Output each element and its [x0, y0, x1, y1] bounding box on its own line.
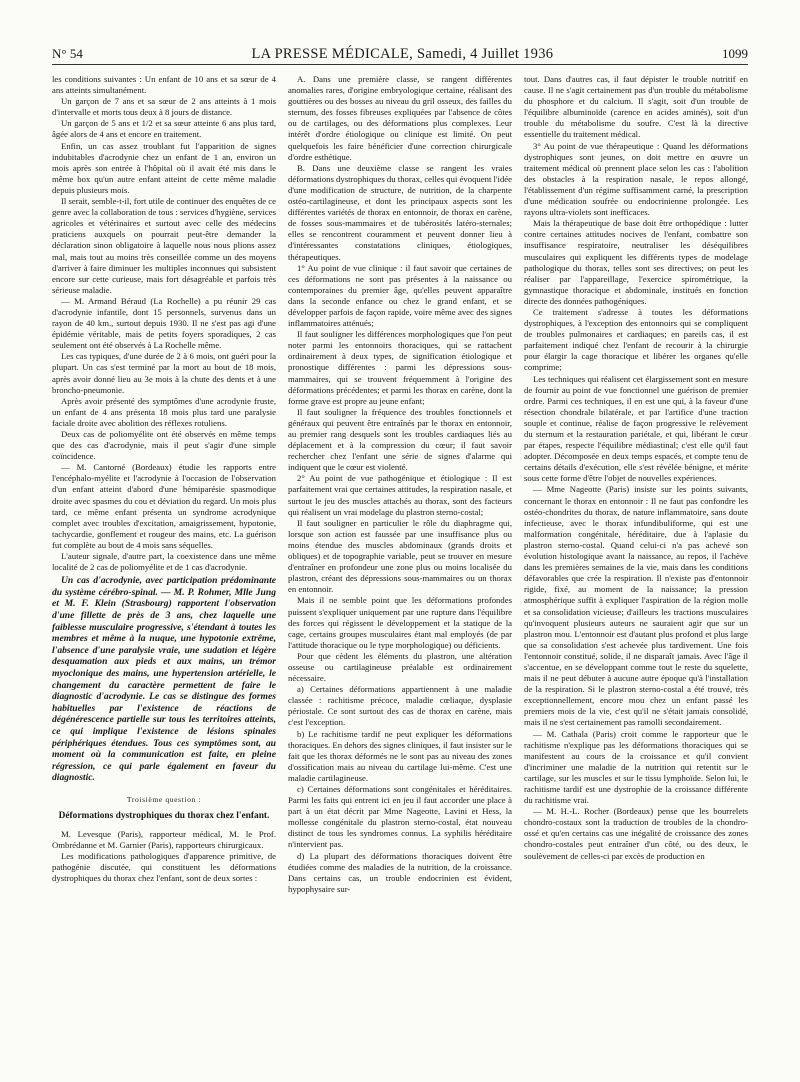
paragraph: B. Dans une deuxième classe se rangent les vraies déformations dystrophiques du thorax, celles qui évoquent l'idée d'une modification de structure, de nutrition, de la charpente ostéo-cartilagineuse, et dont les principaux aspects sont les différentes variétés de thorax en entonnoir, de thorax en carène, de fosses sous-mammaires et de tubérosités latéro-sternales; elles se rencontrent couramment et peuvent donner lieu à d'intéressantes constatations cliniques, étiologiques, thérapeutiques.	[288, 162, 512, 262]
paragraph: Il faut souligner les différences morphologiques que l'on peut noter parmi les entonnoirs thoraciques, qui se rattachent ordinairement à deux types, de signification étiologique et pronostique différentes : parmi les dépressions sous-mammaires, qui se trouvent fréquemment à l'origine des déformations précédentes; et parmi les thorax en carène, dont la forme grave est propre au jeune enfant;	[288, 329, 512, 406]
paragraph: Il faut souligner la fréquence des troubles fonctionnels et généraux qui peuvent être entraînés par le thorax en entonnoir, au premier rang desquels sont les troubles cardiaques liés au déplacement et à la compression du cœur; il faut savoir rechercher chez l'enfant une série de signes d'alarme qui indiquent que le cœur est violenté.	[288, 406, 512, 473]
paragraph: a) Certaines déformations appartiennent à une maladie classée : rachitisme précoce, maladie cœliaque, dysplasie périostale. Ce sont surtout des cas de thorax en carène, mais c'est l'exception.	[288, 684, 512, 728]
journal-title: LA PRESSE MÉDICALE, Samedi, 4 Juillet 1936	[251, 46, 554, 62]
paragraph: Enfin, un cas assez troublant fut l'apparition de signes indubitables d'acrodynie chez un enfant de 1 an, environ un mois après son entrée à l'hôpital où il avait été mis dans le même box qu'un autre enfant atteint de cette même maladie depuis plusieurs mois.	[52, 140, 276, 195]
question-title: Déformations dystrophiques du thorax chez l'enfant.	[58, 811, 270, 821]
paragraph: M. Levesque (Paris), rapporteur médical, M. le Prof. Ombrédanne et M. Garnier (Paris), rapporteurs chirurgicaux.	[52, 828, 276, 850]
paragraph: Il faut souligner en particulier le rôle du diaphragme qui, lorsque son action est faussée par une insuffisance plus ou moins étendue des muscles abdominaux (grands droits et obliques) et de topographie variable, peut se trouver en mesure d'entraîner en profondeur une zone plus ou moins localisée du plastron, créant des dépressions sous-mammaires ou un thorax en entonnoir.	[288, 517, 512, 595]
column-2	[288, 74, 512, 1074]
paragraph: 3° Au point de vue thérapeutique : Quand les déformations dystrophiques sont jeunes, on doit mettre en œuvre un traitement médical où prennent place selon les cas : l'abolition des obstacles à la respiration nasale, le repos allongé, l'établissement d'un régime suffisamment carné, la prescription d'une médication soufrée ou endocrinienne prolongée. Les rayons ultra-violets sont inefficaces.	[524, 140, 748, 218]
paragraph: Après avoir présenté des symptômes d'une acrodynie fruste, un enfant de 4 ans présenta 18 mois plus tard une paralysie faciale droite avec abolition des réflexes rotuliens.	[52, 395, 276, 428]
paragraph: 2° Au point de vue pathogénique et étiologique : Il est parfaitement vrai que certaines attitudes, la respiration nasale, et surtout le jeu des muscles attachés au thorax, sont des facteurs qui réalisent un vrai modelage du plastron sterno-costal;	[288, 473, 512, 517]
paragraph: les conditions suivantes : Un enfant de 10 ans et sa sœur de 4 ans atteints simultanément.	[52, 74, 276, 96]
paragraph: Un garçon de 7 ans et sa sœur de 2 ans atteints à 1 mois d'intervalle et morts tous deux à 8 jours de distance.	[52, 96, 276, 118]
column-3	[524, 74, 748, 1074]
question-label: Troisième question :	[126, 794, 202, 804]
column-1	[52, 74, 276, 1074]
paragraph: — Mme Nageotte (Paris) insiste sur les points suivants, concernant le thorax en entonnoir : Il ne faut pas confondre les ostéo-chondrites du thorax, de nature inflammatoire, sans doute infectieuse, avec le thorax infundibuliforme, qui est une malformation congénitale, héréditaire, due à l'aplasie du plastron sterno-costal. Quand celui-ci n'a pas achevé son évolution histologique avant la naissance, au repos, il l'achève dans les premières semaines de la vie, mais dans les conditions défavorables que crée la respiration. Il n'existe pas d'entonnoir rigide, fixé, au moment de la naissance; la pression atmosphérique suffit à expliquer l'aspiration de la région molle et sa consolidation vicieuse; d'ailleurs les tractions musculaires qu'invoquent plusieurs auteurs ne sauraient agir que sur un plastron mou. L'entonnoir est d'autant plus profond et plus large que sa consolidation s'est achevée plus tardivement. Une fois l'entonnoir constitué, solide, il ne disparaît jamais. Avec l'âge il s'accentue, en se développant comme tout le reste du squelette, mais il ne peut débuter à aucune autre époque qu'à l'installation de la respiration. Si le plastron sterno-costal a été trouvé, très exceptionnellement, encore mou chez un enfant passé les premiers mois de la vie, c'est qu'il ne s'était jamais consolidé, mais il ne s'est certainement pas ramolli secondairement.	[524, 484, 748, 728]
paragraph: Mais il ne semble point que les déformations profondes puissent s'expliquer uniquement par une rupture dans l'équilibre des forces qui régissent le développement et la statique de la cage, certains groupes musculaires étant mal employés (de par l'attitude thoracique ou le type morphologique) ou déficients.	[288, 595, 512, 650]
paragraph: Pour que cèdent les éléments du plastron, une altération osseuse ou cartilagineuse préalable est ordinairement nécessaire.	[288, 650, 512, 684]
paragraph: L'auteur signale, d'autre part, la coexistence dans une même localité de 2 cas de poliomyélite et de 1 cas d'acrodynie.	[52, 551, 276, 573]
header-rule	[52, 64, 748, 65]
paragraph: — M. Armand Béraud (La Rochelle) a pu réunir 29 cas d'acrodynie infantile, dont 15 personnels, survenus dans un rayon de 40 km., surtout depuis 1930. Il ne s'est pas agi d'une épidémie véritable, mais de petits foyers sporadiques, 2 cas seulement ont été observés à La Rochelle même.	[52, 295, 276, 351]
paragraph: Il serait, semble-t-il, fort utile de continuer des enquêtes de ce genre avec la collaboration de tous : services d'hygiène, services agricoles et vétérinaires et surtout avec celle des médecins praticiens auxquels on pourrait peut-être demander la déclaration sinon obligatoire à laquelle nous nous plions assez mal, mais tout au moins très conseillée comme un des moyens d'arriver à faire diminuer les multiples inconnues qui subsistent encore sur cette curieuse, mais fort désagréable et parfois très sérieuse maladie.	[52, 196, 276, 295]
paragraph: Ce traitement s'adresse à toutes les déformations dystrophiques, à l'exception des entonnoirs qui se compliquent de troubles pulmonaires et cardiaques; en pareils cas, il est parfaitement indiqué chez l'enfant de recourir à la chirurgie pour élargir la cage thoracique et libérer les organes qu'elle comprime;	[524, 306, 748, 373]
paragraph: — M. H.-L. Rocher (Bordeaux) pense que les bourrelets chondro-costaux sont la traduction de troubles de la chondro-ossé et qu'en certains cas une inégalité de croissance des zones chondro-costales peut entraîner d'un côté, ou des deux, le soulèvement de celles-ci par excès de production en	[524, 806, 748, 861]
communication-paragraph: Un cas d'acrodynie, avec participation prédominante du système cérébro-spinal. — M. P. Rohmer, Mlle Jung et M. F. Klein (Strasbourg) rapportent l'observation d'une fillette de près de 3 ans, chez laquelle une faiblesse musculaire progressive, s'étendant à toutes les membres et même à la nuque, une hypotonie extrême, l'absence d'une paralysie vraie, une sudation et légère desquamation aux pieds et aux mains, un trémor myoclonique des mains, une hypertension artérielle, le changement du caractère permettent de faire le diagnostic d'acrodynie. Le cas se distingue des formes habituelles par l'existence de réactions de dégénérescence partielle sur tous les territoires atteints, ce qui implique l'existence de lésions spinales périphériques étendues. Tous ces symptômes sont, au moment où la communication est faite, en pleine régression, ce qui parle également en faveur du diagnostic.	[52, 575, 276, 784]
paragraph: Deux cas de poliomyélite ont été observés en même temps que des cas d'acrodynie, mais il peut s'agir d'une simple coïncidence.	[52, 429, 276, 462]
paragraph: b) Le rachitisme tardif ne peut expliquer les déformations thoraciques. En dehors des signes cliniques, il faut insister sur le fait que les thorax déformés ne le sont pas au niveau des zones d'ossification mais au niveau du cartilage lui-même. C'est une maladie cartilagineuse.	[288, 728, 512, 783]
paragraph: 1° Au point de vue clinique : il faut savoir que certaines de ces déformations ne sont pas présentes à la naissance ou contemporaines du premier âge, qu'elles peuvent apparaître dans la seconde enfance ou chez le grand enfant, et se développer parfois de façon rapide, voire même avec des signes inflammatoires atténués;	[288, 262, 512, 329]
paragraph: A. Dans une première classe, se rangent différentes anomalies rares, d'origine embryologique certaine, réalisant des gouttières ou des bosses au niveau du gril osseux, des failles du sternum, des fosses fibreuses expliquées par l'absence de côtes ou de cartilages, ou des déformations plus complexes. Leur intérêt d'ordre étiologique ou clinique est limité. On peut quelquefois les faire bénéficier d'une correction chirurgicale d'ordre esthétique.	[288, 74, 512, 162]
page-header	[52, 46, 748, 62]
page-number: 1099	[722, 46, 748, 61]
paragraph: Mais la thérapeutique de base doit être orthopédique : lutter contre certaines attitudes nocives de l'enfant, combattre son insuffisance respiratoire, neutraliser les déséquilibres musculaires qui expliquent les différents types de modelage pathologique du thorax, telles sont ses directives; on peut les réaliser par l'appareillage, l'exercice spirométrique, la gymnastique thoracique et abdominale, institués en fonction directe des données pathogéniques.	[524, 218, 748, 306]
paragraph: Les modifications pathologiques d'apparence primitive, de pathogénie discutée, qui constituent les déformations dystrophiques du thorax chez l'enfant, sont de deux sortes :	[52, 850, 276, 883]
paragraph: d) La plupart des déformations thoraciques doivent être étudiées comme des maladies de la nutrition, de la croissance. Dans certains cas, un trouble endocrinien est évident, hypophysaire sur-	[288, 850, 512, 894]
paragraph: — M. Cathala (Paris) croit comme le rapporteur que le rachitisme n'explique pas les déformations thoraciques qui se manifestent au cours de la croissance et qu'il convient d'incriminer une maladie de la nutrition qui retentit sur le cartilage, sur les muscles et sur le tissu lymphoïde. Selon lui, le rachitisme tardif est une dystrophie de la croissance différente du rachitisme vrai.	[524, 728, 748, 806]
article-columns	[52, 74, 748, 1074]
paragraph: Un garçon de 5 ans et 1/2 et sa sœur atteinte 6 ans plus tard, âgée alors de 4 ans et encore en traitement.	[52, 118, 276, 140]
paragraph: Les cas typiques, d'une durée de 2 à 6 mois, ont guéri pour la plupart. Un cas s'est terminé par la mort au bout de 18 mois, après avoir donné lieu au 3e mois à la chute des dents et à une broncho-pneumonie.	[52, 351, 276, 395]
issue-number: N° 54	[52, 46, 83, 61]
paragraph: c) Certaines déformations sont congénitales et héréditaires. Parmi les faits qui entrent ici en jeu il faut accorder une place à part à un état décrit par Mme Nageotte, Lavini et Hess, la mollesse congénitale du plastron sterno-costal, état nouveau distinct de tous les syndromes connus. La syphilis héréditaire n'intervient pas.	[288, 784, 512, 850]
paragraph: tout. Dans d'autres cas, il faut dépister le trouble nutritif en cause. Il ne s'agit certainement pas d'un trouble du métabolisme du phosphore et du calcium. Il s'agit, soit d'un trouble de l'équilibre albuminoïde (carence en acides aminés), soit d'un trouble du métabolisme du soufre. C'est là la directive essentielle du traitement médical.	[524, 74, 748, 140]
paragraph: — M. Cantorné (Bordeaux) étudie les rapports entre l'encéphalo-myélite et l'acrodynie à l'occasion de l'observation d'un enfant atteint d'abord d'une hémiparésie spasmodique droite avec spasmes du cou et déviation du regard. Un mois plus tard, ce même enfant présenta un syndrome acrodynique complet avec troubles d'excitation, amaigrissement, hypotonie, tachycardie, gonflement et rougeur des mains, etc. La guérison fut complète au bout de 4 mois sans séquelles.	[52, 462, 276, 550]
paragraph: Les techniques qui réalisent cet élargissement sont en mesure de fournir au point de vue fonctionnel une guérison de premier ordre. Parmi ces techniques, il en est une qui, à la faveur d'une résection chondrale bilatérale, et par l'artifice d'une traction souple et continue, réalise de façon progressive le relèvement du sternum et la restauration pariétale, et qui, libérant le cœur par étapes, respecte l'équilibre médiastinal; c'est elle qu'il faut adopter. Décomposée en deux temps espacés, et compte tenu de certains détails d'exécution, elle s'est révélée bénigne, et mérite sous cette forme d'être l'objet de nouvelles expériences.	[524, 373, 748, 484]
